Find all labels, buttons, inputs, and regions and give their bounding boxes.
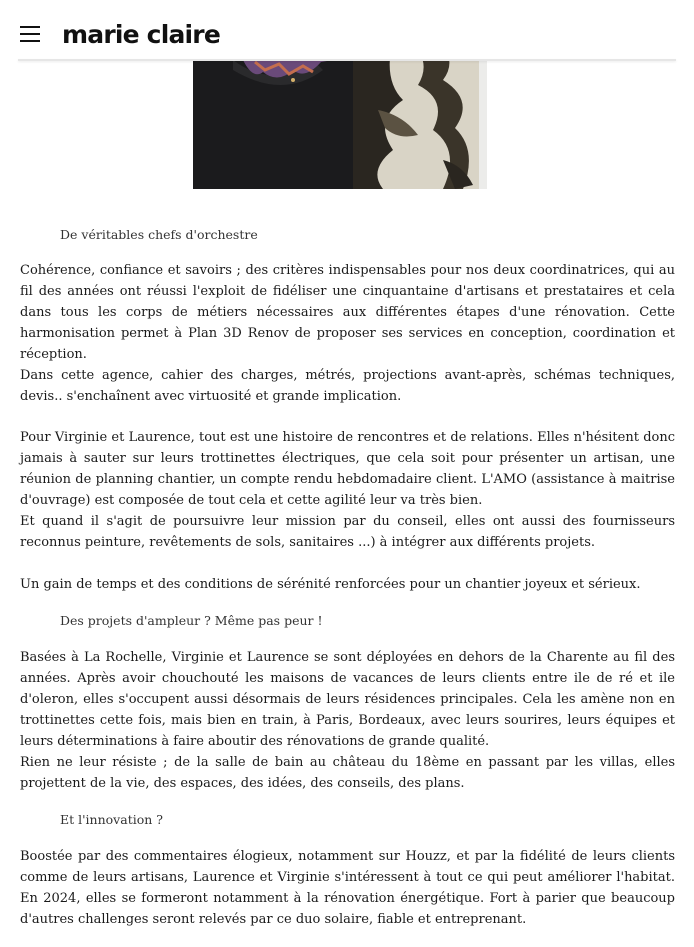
article-paragraph: Cohérence, confiance et savoirs ; des critères indispensables pour nos deux coordinatrices, qui au fil des années ont réussi l'exploit de fidéliser une cinquantaine d'artisans et prestataires et cela dans tous les corps de métiers nécessaires aux différentes étapes d'une rénovation. Cette harmonisation permet à Plan 3D Renov de proposer ses services en conception, coordination et réception.: [20, 263, 675, 362]
article-subheading: Des projets d'ampleur ? Même pas peur !: [60, 613, 323, 628]
article-paragraph: Pour Virginie et Laurence, tout est une histoire de rencontres et de relations. Elles n'hésitent donc jamais à sauter sur leurs trottinettes électriques, que cela soit pour présenter un artisan, une réunion de planning chantier, un compte rendu hebdomadaire client. L'AMO (assistance à maitrise d'ouvrage) est composée de tout cela et cette agilité leur va très bien.: [20, 430, 675, 508]
article-paragraph: Boostée par des commentaires élogieux, notamment sur Houzz, et par la fidélité de leurs clients comme de leurs artisans, Laurence et Virginie s'intéressent à tout ce qui peut améliorer l'habitat. En 2024, elles se formeront notamment à la rénovation énergétique. Fort à parier que beaucoup d'autres challenges seront relevés par ce duo solaire, fiable et entreprenant.: [20, 849, 675, 927]
article-subheading: De véritables chefs d'orchestre: [60, 227, 258, 242]
hamburger-menu-icon[interactable]: [20, 26, 40, 42]
photo-two-women-icon: [193, 40, 487, 189]
header-divider: [18, 59, 676, 61]
site-logo[interactable]: marie claire: [62, 20, 220, 49]
article-subheading: Et l'innovation ?: [60, 812, 163, 827]
article-hero-image: [193, 40, 487, 189]
article-paragraph: Dans cette agence, cahier des charges, métrés, projections avant-après, schémas techniques, devis.. s'enchaînent avec virtuosité et grande implication.: [20, 368, 675, 404]
article-paragraph: Un gain de temps et des conditions de sérénité renforcées pour un chantier joyeux et sérieux.: [20, 577, 641, 592]
article-paragraph: Et quand il s'agit de poursuivre leur mission par du conseil, elles ont aussi des fournisseurs reconnus peinture, revêtements de sols, sanitaires ...) à intégrer aux différents projets.: [20, 514, 675, 550]
article-paragraph: Basées à La Rochelle, Virginie et Laurence se sont déployées en dehors de la Charente au fil des années. Après avoir chouchouté les maisons de vacances de leurs clients entre ile de ré et ile d'oleron, elles s'occupent aussi désormais de leurs résidences principales. Cela les amène non en trottinettes cette fois, mais bien en train, à Paris, Bordeaux, avec leurs sourires, leurs équipes et leurs déterminations à faire aboutir des rénovations de grande qualité.: [20, 650, 675, 749]
site-header: [0, 0, 694, 60]
article-paragraph: Rien ne leur résiste ; de la salle de bain au château du 18ème en passant par les villas, elles projettent de la vie, des espaces, des idées, des conseils, des plans.: [20, 755, 675, 791]
